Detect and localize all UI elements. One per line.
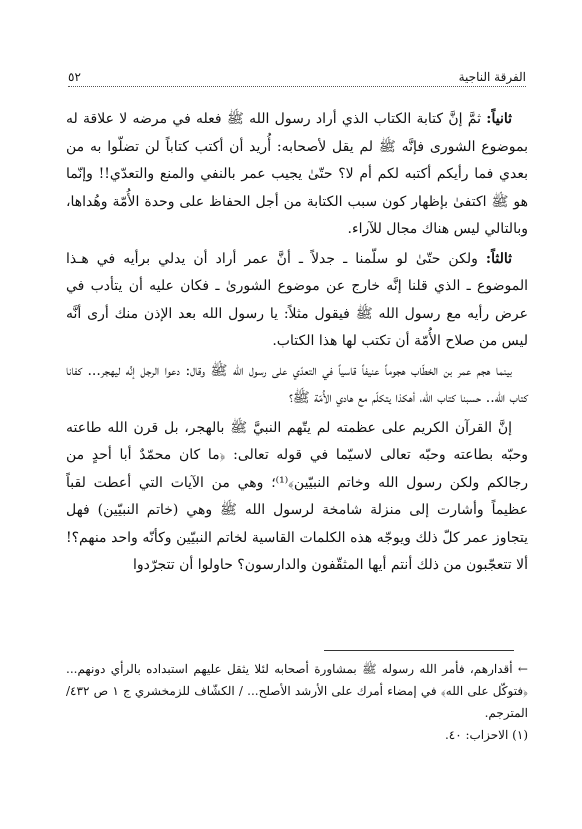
- footnote-1: (١) الاحزاب: ٤٠.: [444, 728, 528, 742]
- paragraph-body: إنَّ القرآن الكريم على عظمته لم يتّهم النبيَّ ﷺ بالهجر، بل قرن الله طاعته وحبّه بطاعته وحبّه تعالى لاسيّما في قوله تعالى: ﴿ما كان محمّدٌ أبا أحدٍ من رجالكم ولكن رسول الله وخاتم النبيّين﴾⁽¹⁾؛ وهي من الآيات التي أعطت لقباً عظيماً وأشارت إلى منزلة شامخة لرسول الله ﷺ وهي (خاتم النبيّين) فهل يتجاوز عمر كلّ ذلك ويوجّه هذه الكلمات القاسية لخاتم النبيّين وكأنّه واحد منهم؟! ألا تتعجّبون من ذلك أنتم أيها المثقّفون والدارسون؟ حاولوا أن تتجرّدوا: [66, 419, 528, 573]
- paragraph-body: ثمَّ إنَّ كتابة الكتاب الذي أراد رسول الله ﷺ فعله في مرضه لا علاقة له بموضوع الشورى فإنَّه ﷺ لم يقل لأصحابه: أُريد أن أكتب كتاباً لن تضلّوا به من بعدي فما رأيكم أكتبه لكم أم لا؟ حتّىٰ يجيب عمر بالنفي والمنع والتعدّي!! وإنّما هو ﷺ اكتفىٰ بإظهار كون سبب الكتابة من أجل الحفاظ على وحدة الأُمّة وهُداها، وبالتالي ليس هناك مجال للآراء.: [66, 111, 528, 237]
- paragraph-4: [66, 415, 528, 580]
- page-number: ٥٢: [68, 70, 81, 84]
- paragraph-2: [66, 246, 528, 356]
- paragraph-body: ولكن حتّىٰ لو سلّمنا ـ جدلاً ـ أنَّ عمر أراد أن يدلي برأيه في هـذا الموضوع ـ الذي قلنا إنَّه خارج عن موضوع الشورىٰ ـ فكان عليه أن يتأدب في عرض رأيه مع رسول الله ﷺ فيقول مثلاً: يا رسول الله بعد الإذن منك أرى أنَّه ليس من صلاح الأُمّة أن تكتب لها هذا الكتاب.: [66, 250, 528, 349]
- footnotes: [66, 658, 528, 746]
- paragraph-lead: ثانياً:: [486, 111, 512, 127]
- paragraph-body: بينما هجم عمر بن الخطّاب هجوماً عنيفاً قاسياً في التعدّي على رسول الله ﷺ وقال: دعوا الرجل إنَّه ليهجر... كفانا كتاب الله.. حسبنا كتاب الله، أهكذا يتكلّم مع هادي الأُمّة ﷺ؟: [66, 362, 528, 406]
- footnote-continued: ← أقدارهم، فأمر الله رسوله ﷺ بمشاورة أصحابه لئلا يثقل عليهم استبداده بالرأي دونهم... ﴿فتوكّل على الله﴾ في إمضاء أمرك على الأرشد الأصلح... / الكشّاف للزمخشري ج ١ ص ٤٣٢/المترجم.: [66, 662, 528, 720]
- paragraph-3: [66, 358, 528, 413]
- running-title: الفرقة الناجية: [458, 70, 526, 84]
- paragraph-1: [66, 106, 528, 244]
- footnote-separator: [324, 650, 514, 651]
- page-header: [68, 70, 526, 87]
- paragraph-lead: ثالثاً:: [485, 250, 512, 267]
- main-text: [66, 106, 528, 582]
